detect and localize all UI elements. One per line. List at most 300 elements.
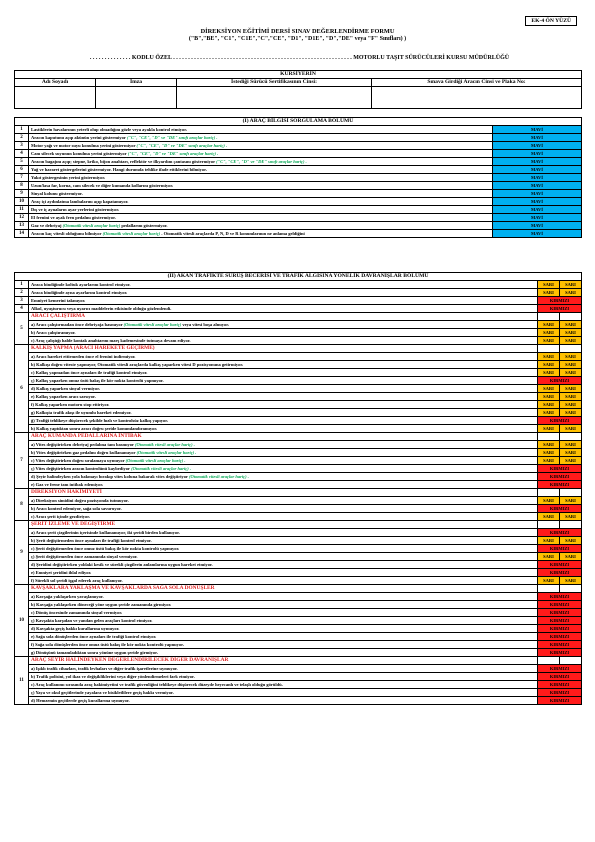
item-text-main: c) Kalkış yapmadan önce aynaları ile trafiği kontrol etmiyor. bbox=[31, 370, 148, 375]
grade-red-box[interactable]: KIRMIZI bbox=[538, 625, 582, 633]
grade-blue-box[interactable]: MAVİ bbox=[493, 230, 582, 238]
grade-yellow-box[interactable]: SARI bbox=[538, 353, 560, 361]
grade-red-box[interactable]: KIRMIZI bbox=[538, 473, 582, 481]
item-text bbox=[29, 593, 538, 601]
section2-table bbox=[14, 272, 582, 705]
item-text bbox=[29, 529, 538, 537]
item-number: 1 bbox=[15, 281, 29, 289]
grade-yellow-box[interactable]: SARI bbox=[538, 457, 560, 465]
item-text-tail: pedallarını göstermiyor. bbox=[120, 223, 168, 228]
item-text bbox=[29, 289, 538, 297]
vehicle-class-note: (Otomatik vitesli araçlar hariç) . bbox=[135, 442, 195, 447]
grade-blue-box[interactable]: MAVİ bbox=[493, 174, 582, 182]
item-text-main: Cam silecek suyunun konulma yerini göstermiyor bbox=[31, 151, 127, 156]
school-line: . . . . . . . . . . . . . . KODLU ÖZEL . . . . . . . . . . . . . . . . . . . . . . . . . . . . . . . . . . . . . . . . . . . . . . . . . . . . . . . . . . . . MOTORLU TAŞIT SÜRÜCÜLERİ KURSU MÜDÜRLÜĞÜ bbox=[89, 55, 510, 61]
grade-yellow-box[interactable]: SARI bbox=[538, 449, 560, 457]
item-text-main: b) Kavşağa yaklaşırken döneceği yöne uygun şeride zamanında girmiyor. bbox=[31, 602, 172, 607]
item-text-main: ğ) Trafiği tehlikeye düşürecek şekilde hızlı ve kontrolsüz kalkış yapıyor. bbox=[31, 418, 169, 423]
grade-blue-box[interactable]: MAVİ bbox=[493, 190, 582, 198]
grade-yellow-box[interactable]: SARI bbox=[538, 441, 560, 449]
item-text-main: c) Dönüş öncesinde zamanında sinyal vermiyor. bbox=[31, 610, 123, 615]
item-text-main: g) Dönüşünü tamamladıktan sonra yönüne uygun şeride girmiyor. bbox=[31, 650, 158, 655]
item-text-main: Alkol, uyuşturucu veya uyarıcı maddelerin etkisinde olduğu gözlemlendi. bbox=[31, 306, 172, 311]
item-text bbox=[29, 513, 538, 521]
vehicle-class-note: (Otomatik vitesli araçlar hariç) . bbox=[136, 450, 197, 455]
group-item-row bbox=[15, 665, 582, 673]
col-name: Adı Soyadı bbox=[15, 79, 96, 87]
grade-yellow-box[interactable]: SARI bbox=[560, 353, 582, 361]
item-text bbox=[29, 625, 538, 633]
grade-yellow-box[interactable]: SARI bbox=[538, 393, 560, 401]
item-text bbox=[29, 182, 493, 190]
grade-blue-box[interactable]: MAVİ bbox=[493, 166, 582, 174]
group-item-row bbox=[15, 649, 582, 657]
group-item-row bbox=[15, 593, 582, 601]
item-text-main: Araca bindiğinde koltuk ayarlarını kontrol etmiyor. bbox=[31, 282, 131, 287]
item-text-main: b) Kalkışı doğru viteste yapmıyor, Otomatik vitesli araçlarda kalkış yaparken vitesi D pozisyonuna getirmiyor. bbox=[31, 362, 244, 367]
grade-yellow-box[interactable]: SARI bbox=[538, 329, 560, 337]
name-field[interactable] bbox=[15, 87, 96, 109]
group-item-row bbox=[15, 481, 582, 489]
grade-empty bbox=[538, 345, 560, 353]
grade-yellow-box[interactable]: SARI bbox=[538, 369, 560, 377]
grade-yellow-box[interactable]: SARI bbox=[560, 457, 582, 465]
grade-yellow-box[interactable]: SARI bbox=[538, 513, 560, 521]
grade-blue-box[interactable]: MAVİ bbox=[493, 222, 582, 230]
section1-row bbox=[15, 158, 582, 166]
group-title: KAVŞAKLARA YAKLAŞMA VE KAVŞAKLARDA SAĞA SOLA DÖNÜŞLER bbox=[29, 585, 538, 593]
section2-row bbox=[15, 305, 582, 313]
group-item-row bbox=[15, 633, 582, 641]
item-text bbox=[29, 497, 538, 505]
section1-row bbox=[15, 126, 582, 134]
section1-row bbox=[15, 166, 582, 174]
section1-row bbox=[15, 174, 582, 182]
grade-red-box[interactable]: KIRMIZI bbox=[538, 417, 582, 425]
group-title: ŞERİT İZLEME VE DEĞİŞTİRME bbox=[29, 521, 538, 529]
group-item-row bbox=[15, 577, 582, 585]
item-text bbox=[29, 561, 538, 569]
grade-yellow-box[interactable]: SARI bbox=[560, 577, 582, 585]
item-text bbox=[29, 401, 538, 409]
item-text-main: a) Işıklı trafik cihazları, trafik levhaları ve diğer trafik işaretlerine uymuyor. bbox=[31, 666, 178, 671]
group-item-row bbox=[15, 673, 582, 681]
group-item-row bbox=[15, 681, 582, 689]
grade-red-box[interactable]: KIRMIZI bbox=[538, 633, 582, 641]
item-text bbox=[29, 198, 493, 206]
item-text bbox=[29, 649, 538, 657]
group-item-row bbox=[15, 505, 582, 513]
item-number: 10 bbox=[15, 198, 29, 206]
grade-blue-box[interactable]: MAVİ bbox=[493, 198, 582, 206]
group-item-row bbox=[15, 497, 582, 505]
item-text-main: d) Şeridini değiştirirken yoldaki kesik ve sürekli çizgilerin anlamlarına uygun hareket etmiyor. bbox=[31, 562, 213, 567]
item-text-main: d) Kalkış yaparken sinyal vermiyor. bbox=[31, 386, 100, 391]
group-item-row bbox=[15, 569, 582, 577]
grade-yellow-box[interactable]: SARI bbox=[560, 409, 582, 417]
vehicle-class-note: (Otomatik vitesli araçlar hariç) . bbox=[131, 466, 191, 471]
section2-row bbox=[15, 289, 582, 297]
section1-table bbox=[14, 117, 582, 238]
grade-yellow-box[interactable]: SARI bbox=[560, 449, 582, 457]
item-text-main: Gaz ve debriyaj bbox=[31, 223, 62, 228]
vehicle-class-note: (Otomatik vitesli araçlar hariç) . bbox=[188, 474, 249, 479]
item-text-main: El frenini ve ayak fren pedalını göstermiyor. bbox=[31, 215, 116, 220]
item-text-main: c) Şerit değiştirmeden önce omuz üstü bakış ile kör nokta kontrolü yapmıyor. bbox=[31, 546, 180, 551]
item-text bbox=[29, 281, 538, 289]
group-title-row bbox=[15, 657, 582, 665]
grade-empty bbox=[538, 489, 560, 497]
col-signature: İmza bbox=[96, 79, 177, 87]
item-text bbox=[29, 457, 538, 465]
item-text-main: d) Kavşakta geçiş hakkı kurallarına uymuyor. bbox=[31, 626, 120, 631]
grade-red-box[interactable]: KIRMIZI bbox=[538, 609, 582, 617]
grade-blue-box[interactable]: MAVİ bbox=[493, 126, 582, 134]
grade-red-box[interactable]: KIRMIZI bbox=[538, 545, 582, 553]
item-text bbox=[29, 673, 538, 681]
group-item-row bbox=[15, 545, 582, 553]
item-text-main: d) Hemzemin geçitlerde geçiş kurallarına uymuyor. bbox=[31, 698, 130, 703]
item-text-main: Emniyet kemerini takmıyor. bbox=[31, 298, 86, 303]
group-number: 8 bbox=[15, 489, 29, 521]
item-text bbox=[29, 617, 538, 625]
grade-empty bbox=[538, 313, 560, 321]
vehicle-field[interactable] bbox=[372, 87, 582, 109]
vehicle-class-note: ("C", "CE", "D" ve "DE" sınıfı araçlar hariç) . bbox=[127, 151, 219, 156]
grade-yellow-box[interactable]: SARI bbox=[560, 361, 582, 369]
item-text bbox=[29, 150, 493, 158]
item-text bbox=[29, 393, 538, 401]
grade-red-box[interactable]: KIRMIZI bbox=[538, 529, 582, 537]
group-item-row bbox=[15, 369, 582, 377]
section1-row bbox=[15, 214, 582, 222]
group-item-row bbox=[15, 473, 582, 481]
grade-empty bbox=[560, 521, 582, 529]
signature-field[interactable] bbox=[96, 87, 177, 109]
item-text-main: c) Araç çalıştığı halde kontak anahtarını marş kademesinde tutmaya devam ediyor. bbox=[31, 338, 191, 343]
grade-red-box[interactable]: KIRMIZI bbox=[538, 689, 582, 697]
group-item-row bbox=[15, 465, 582, 473]
grade-blue-box[interactable]: MAVİ bbox=[493, 206, 582, 214]
group-title: ARACI ÇALIŞTIRMA bbox=[29, 313, 538, 321]
grade-red-box[interactable]: KIRMIZI bbox=[538, 481, 582, 489]
grade-empty bbox=[560, 313, 582, 321]
group-title-row bbox=[15, 313, 582, 321]
col-license: İstediği Sürücü Sertifikasının Cinsi: bbox=[177, 79, 372, 87]
item-text bbox=[29, 337, 538, 345]
grade-yellow-box[interactable]: SARI bbox=[560, 337, 582, 345]
section2-row bbox=[15, 297, 582, 305]
item-text bbox=[29, 505, 538, 513]
grade-yellow-box[interactable]: SARI bbox=[538, 337, 560, 345]
item-text bbox=[29, 206, 493, 214]
candidate-table bbox=[14, 70, 582, 109]
grade-yellow-box[interactable]: SARI bbox=[560, 537, 582, 545]
item-text bbox=[29, 174, 493, 182]
group-title-row bbox=[15, 521, 582, 529]
item-text bbox=[29, 142, 493, 150]
item-text-main: a) Kavşağa yaklaşırken yavaşlamıyor. bbox=[31, 594, 104, 599]
item-text-main: Lastiklerin havalarının yeterli olup olmadığını gözle veya ayakla kontrol etmiyor. bbox=[31, 127, 188, 132]
item-text-main: Sinyal kolunu göstermiyor. bbox=[31, 191, 83, 196]
grade-yellow-box[interactable]: SARI bbox=[538, 497, 560, 505]
item-number: 3 bbox=[15, 297, 29, 305]
item-text-main: e) Gaz ve frene tam intibak edemiyor. bbox=[31, 482, 104, 487]
group-item-row bbox=[15, 337, 582, 345]
item-text bbox=[29, 377, 538, 385]
grade-empty bbox=[538, 657, 560, 665]
item-text-main: ç) Şerit değiştirmeden önce zamanında sinyal vermiyor. bbox=[31, 554, 138, 559]
group-item-row bbox=[15, 697, 582, 705]
item-text bbox=[29, 126, 493, 134]
grade-yellow-box[interactable]: SARI bbox=[560, 281, 582, 289]
section2-title: (II) AKAN TRAFİKTE SÜRÜŞ BECERİSİ VE TRAFİK ALGISINA YÖNELİK DAVRANIŞLAR BÖLÜMÜ bbox=[15, 273, 582, 281]
item-text bbox=[29, 465, 538, 473]
item-text bbox=[29, 329, 538, 337]
grade-yellow-box[interactable]: SARI bbox=[560, 289, 582, 297]
group-item-row bbox=[15, 529, 582, 537]
col-vehicle: Sınava Girdiği Aracın Cinsi ve Plaka No: bbox=[372, 79, 582, 87]
item-text bbox=[29, 417, 538, 425]
annex-label: EK-4 ÖN YÜZÜ bbox=[525, 16, 577, 26]
grade-red-box[interactable]: KIRMIZI bbox=[538, 673, 582, 681]
grade-yellow-box[interactable]: SARI bbox=[560, 329, 582, 337]
candidate-title: KURSİYERİN bbox=[15, 71, 582, 79]
vehicle-class-note: (Otomatik vitesli araçlar hariç) . bbox=[125, 458, 186, 463]
grade-yellow-box[interactable]: SARI bbox=[560, 393, 582, 401]
grade-red-box[interactable]: KIRMIZI bbox=[538, 561, 582, 569]
vehicle-class-note: (Otomatik vitesli araçlar hariç) bbox=[102, 231, 161, 236]
item-number: 8 bbox=[15, 182, 29, 190]
grade-red-box[interactable]: KIRMIZI bbox=[538, 617, 582, 625]
grade-red-box[interactable]: KIRMIZI bbox=[538, 601, 582, 609]
item-text-main: f) Sürekli sol şeridi işgal ederek araç kullanıyor. bbox=[31, 578, 123, 583]
grade-red-box[interactable]: KIRMIZI bbox=[538, 297, 582, 305]
grade-blue-box[interactable]: MAVİ bbox=[493, 158, 582, 166]
item-text bbox=[29, 385, 538, 393]
group-item-row bbox=[15, 353, 582, 361]
item-text-main: Yağ ve hararet göstergelerini göstermiyor. Hangi durumda tehlike ifade ettiklerini bilmiyor. bbox=[31, 167, 207, 172]
grade-blue-box[interactable]: MAVİ bbox=[493, 214, 582, 222]
group-title-row bbox=[15, 489, 582, 497]
grade-yellow-box[interactable]: SARI bbox=[560, 513, 582, 521]
item-text bbox=[29, 537, 538, 545]
grade-red-box[interactable]: KIRMIZI bbox=[538, 665, 582, 673]
item-number: 2 bbox=[15, 134, 29, 142]
grade-yellow-box[interactable]: SARI bbox=[538, 385, 560, 393]
grade-yellow-box[interactable]: SARI bbox=[538, 537, 560, 545]
group-title-row bbox=[15, 585, 582, 593]
section1-row bbox=[15, 198, 582, 206]
grade-red-box[interactable]: KIRMIZI bbox=[538, 465, 582, 473]
grade-yellow-box[interactable]: SARI bbox=[560, 497, 582, 505]
item-text-main: ç) Kavşakta karşıdan ve yandan gelen araçları kontrol etmiyor. bbox=[31, 618, 153, 623]
grade-yellow-box[interactable]: SARI bbox=[538, 409, 560, 417]
item-text-main: ç) Vites değiştirirken aracın kontrolünü kaybediyor bbox=[31, 466, 130, 471]
group-item-row bbox=[15, 625, 582, 633]
item-text bbox=[29, 665, 538, 673]
vehicle-class-note: (Otomatik vitesli araçlar hariç) bbox=[123, 322, 182, 327]
grade-empty bbox=[560, 433, 582, 441]
group-item-row bbox=[15, 689, 582, 697]
grade-yellow-box[interactable]: SARI bbox=[538, 553, 560, 561]
item-text-main: c) Aracı şerit içinde gezdiriyor. bbox=[31, 514, 90, 519]
section1-row bbox=[15, 150, 582, 158]
item-number: 7 bbox=[15, 174, 29, 182]
grade-yellow-box[interactable]: SARI bbox=[538, 321, 560, 329]
grade-yellow-box[interactable]: SARI bbox=[560, 321, 582, 329]
form-subtitle: ("B","BE", "C1", "C1E","C","CE", "D1", "D1E", "D","DE" veya "F" Sınıfları) ) bbox=[188, 36, 407, 42]
item-text-main: c) Vites değiştirirken doğru sıralamaya uymuyor bbox=[31, 458, 125, 463]
group-item-row bbox=[15, 617, 582, 625]
group-item-row bbox=[15, 609, 582, 617]
grade-yellow-box[interactable]: SARI bbox=[560, 385, 582, 393]
group-title: DİREKSİYON HAKİMİYETİ bbox=[29, 489, 538, 497]
item-text-main: a) Aracı şerit çizgilerinin içerisinde kullanamıyor, iki şeridi birden kullanıyor. bbox=[31, 530, 180, 535]
item-text-main: ç) Yaya ve okul geçitlerinde yayalara ve bisikletlilere geçiş hakkı vermiyor. bbox=[31, 690, 174, 695]
item-text bbox=[29, 481, 538, 489]
group-item-row bbox=[15, 537, 582, 545]
item-text-main: Araca bindiğinde ayna ayarlarını kontrol etmiyor. bbox=[31, 290, 128, 295]
item-text-tail: veya vitesi boşa almıyor. bbox=[181, 322, 230, 327]
grade-empty bbox=[560, 585, 582, 593]
item-text-main: Yakıt göstergesinin yerini göstermiyor. bbox=[31, 175, 106, 180]
group-item-row bbox=[15, 329, 582, 337]
item-text-main: a) Aracı çalıştırmadan önce debriyaja basmıyor bbox=[31, 322, 123, 327]
item-text-main: Aracın kaç vitesli olduğunu bilmiyor bbox=[31, 231, 102, 236]
group-item-row bbox=[15, 393, 582, 401]
item-number: 3 bbox=[15, 142, 29, 150]
item-text bbox=[29, 353, 538, 361]
item-text bbox=[29, 214, 493, 222]
item-text-main: ç) Kalkış yaparken omuz üstü bakış ile kör nokta kontrolü yapmıyor. bbox=[31, 378, 164, 383]
grade-red-box[interactable]: KIRMIZI bbox=[538, 305, 582, 313]
item-text bbox=[29, 553, 538, 561]
item-text-main: b) Şerit değiştirmeden önce aynaları ile trafiği kontrol etmiyor. bbox=[31, 538, 152, 543]
group-number: 9 bbox=[15, 521, 29, 585]
group-title-row bbox=[15, 345, 582, 353]
item-number: 5 bbox=[15, 158, 29, 166]
group-item-row bbox=[15, 641, 582, 649]
item-number: 4 bbox=[15, 305, 29, 313]
item-text-main: Araç içi aydınlatma lambalarını açıp kapatamıyor. bbox=[31, 199, 129, 204]
group-item-row bbox=[15, 561, 582, 569]
item-text bbox=[29, 190, 493, 198]
item-number: 6 bbox=[15, 166, 29, 174]
vehicle-class-note: ("C", "CE", "D" ve "DE" sınıfı araçlar hariç) . bbox=[126, 135, 218, 140]
grade-red-box[interactable]: KIRMIZI bbox=[538, 377, 582, 385]
item-text bbox=[29, 441, 538, 449]
group-item-row bbox=[15, 377, 582, 385]
group-item-row bbox=[15, 385, 582, 393]
item-text bbox=[29, 569, 538, 577]
section1-row bbox=[15, 206, 582, 214]
group-item-row bbox=[15, 321, 582, 329]
item-text-main: a) Vites değiştirirken debriyaj pedalına tam basmıyor bbox=[31, 442, 134, 447]
grade-yellow-box[interactable]: SARI bbox=[538, 289, 560, 297]
grade-red-box[interactable]: KIRMIZI bbox=[538, 569, 582, 577]
item-text-main: e) Sağa sola dönüşlerden önce aynaları ile trafiği kontrol etmiyor. bbox=[31, 634, 157, 639]
item-number: 12 bbox=[15, 214, 29, 222]
item-text-main: d) Şeyir halindeyken yola bakmayı bırakıp vites koluna bakarak vites değiştiriyor bbox=[31, 474, 188, 479]
item-number: 1 bbox=[15, 126, 29, 134]
group-item-row bbox=[15, 457, 582, 465]
group-item-row bbox=[15, 449, 582, 457]
item-text bbox=[29, 473, 538, 481]
grade-yellow-box[interactable]: SARI bbox=[560, 553, 582, 561]
item-text-main: c) Araç kullanımı sırasında araç hakimiyetini ve trafik güvenliğini tehlikeye düşürecek düzeyde heyecanlı ve telaşlı olduğu görüldü. bbox=[31, 682, 283, 687]
section1-row bbox=[15, 182, 582, 190]
grade-red-box[interactable]: KIRMIZI bbox=[538, 681, 582, 689]
item-number: 2 bbox=[15, 289, 29, 297]
grade-red-box[interactable]: KIRMIZI bbox=[538, 505, 582, 513]
grade-red-box[interactable]: KIRMIZI bbox=[538, 649, 582, 657]
section1-row bbox=[15, 230, 582, 238]
group-item-row bbox=[15, 401, 582, 409]
grade-blue-box[interactable]: MAVİ bbox=[493, 142, 582, 150]
item-text bbox=[29, 641, 538, 649]
grade-blue-box[interactable]: MAVİ bbox=[493, 134, 582, 142]
grade-red-box[interactable]: KIRMIZI bbox=[538, 697, 582, 705]
grade-yellow-box[interactable]: SARI bbox=[560, 369, 582, 377]
grade-red-box[interactable]: KIRMIZI bbox=[538, 593, 582, 601]
item-text bbox=[29, 222, 493, 230]
item-text bbox=[29, 361, 538, 369]
group-title: ARAÇ KUMANDA PEDALLARINA İNTİBAK bbox=[29, 433, 538, 441]
grade-blue-box[interactable]: MAVİ bbox=[493, 150, 582, 158]
item-text bbox=[29, 230, 493, 238]
item-text bbox=[29, 134, 493, 142]
vehicle-class-note: ("C", "CE", "D" ve "DE" sınıfı araçlar hariç) . bbox=[216, 159, 307, 164]
item-text-tail: . Otomatik vitesli araçlarda P, N, D ve R konumlarının ne anlama geldiğini bbox=[160, 231, 305, 236]
grade-yellow-box[interactable]: SARI bbox=[538, 281, 560, 289]
group-item-row bbox=[15, 553, 582, 561]
item-number: 4 bbox=[15, 150, 29, 158]
item-text bbox=[29, 681, 538, 689]
item-text-main: b) Aracı çalıştıramıyor. bbox=[31, 330, 76, 335]
item-text-main: a) Aracı hareket ettirmeden önce el frenini indirmiyor. bbox=[31, 354, 136, 359]
item-text bbox=[29, 321, 538, 329]
item-number: 9 bbox=[15, 190, 29, 198]
item-number: 14 bbox=[15, 230, 29, 238]
grade-empty bbox=[560, 489, 582, 497]
grade-blue-box[interactable]: MAVİ bbox=[493, 182, 582, 190]
license-field[interactable] bbox=[177, 87, 372, 109]
group-title: ARAÇ SEYİR HALİNDEYKEN DEĞERLENDİRİLECEK DİĞER DAVRANIŞLAR bbox=[29, 657, 538, 665]
item-text-main: Dış ve iç aynaların ayar yerlerini göstermiyor. bbox=[31, 207, 120, 212]
vehicle-class-note: (Otomatik vitesli araçlar hariç) bbox=[62, 223, 121, 228]
form-title: DİREKSİYON EĞİTİMİ DERSİ SINAV DEĞERLENDİRME FORMU bbox=[200, 28, 395, 35]
item-text-main: Aracın kaputunu açıp akünün yerini göstermiyor bbox=[31, 135, 126, 140]
grade-yellow-box[interactable]: SARI bbox=[560, 401, 582, 409]
grade-yellow-box[interactable]: SARI bbox=[560, 441, 582, 449]
section1-header-row bbox=[15, 118, 582, 126]
group-number: 5 bbox=[15, 313, 29, 345]
group-number: 6 bbox=[15, 345, 29, 433]
grade-yellow-box[interactable]: SARI bbox=[538, 425, 560, 433]
item-text bbox=[29, 297, 538, 305]
grade-empty bbox=[538, 585, 560, 593]
grade-yellow-box[interactable]: SARI bbox=[560, 425, 582, 433]
grade-yellow-box[interactable]: SARI bbox=[538, 361, 560, 369]
section1-title: (I) ARAÇ BİLGİSİ SORGULAMA BÖLÜMÜ bbox=[15, 118, 582, 126]
grade-yellow-box[interactable]: SARI bbox=[538, 577, 560, 585]
grade-red-box[interactable]: KIRMIZI bbox=[538, 641, 582, 649]
grade-yellow-box[interactable]: SARI bbox=[538, 401, 560, 409]
item-number: 11 bbox=[15, 206, 29, 214]
grade-empty bbox=[560, 345, 582, 353]
vehicle-class-note: ("C", "CE", "D" ve "DE" sınıfı araçlar hariç) . bbox=[136, 143, 228, 148]
